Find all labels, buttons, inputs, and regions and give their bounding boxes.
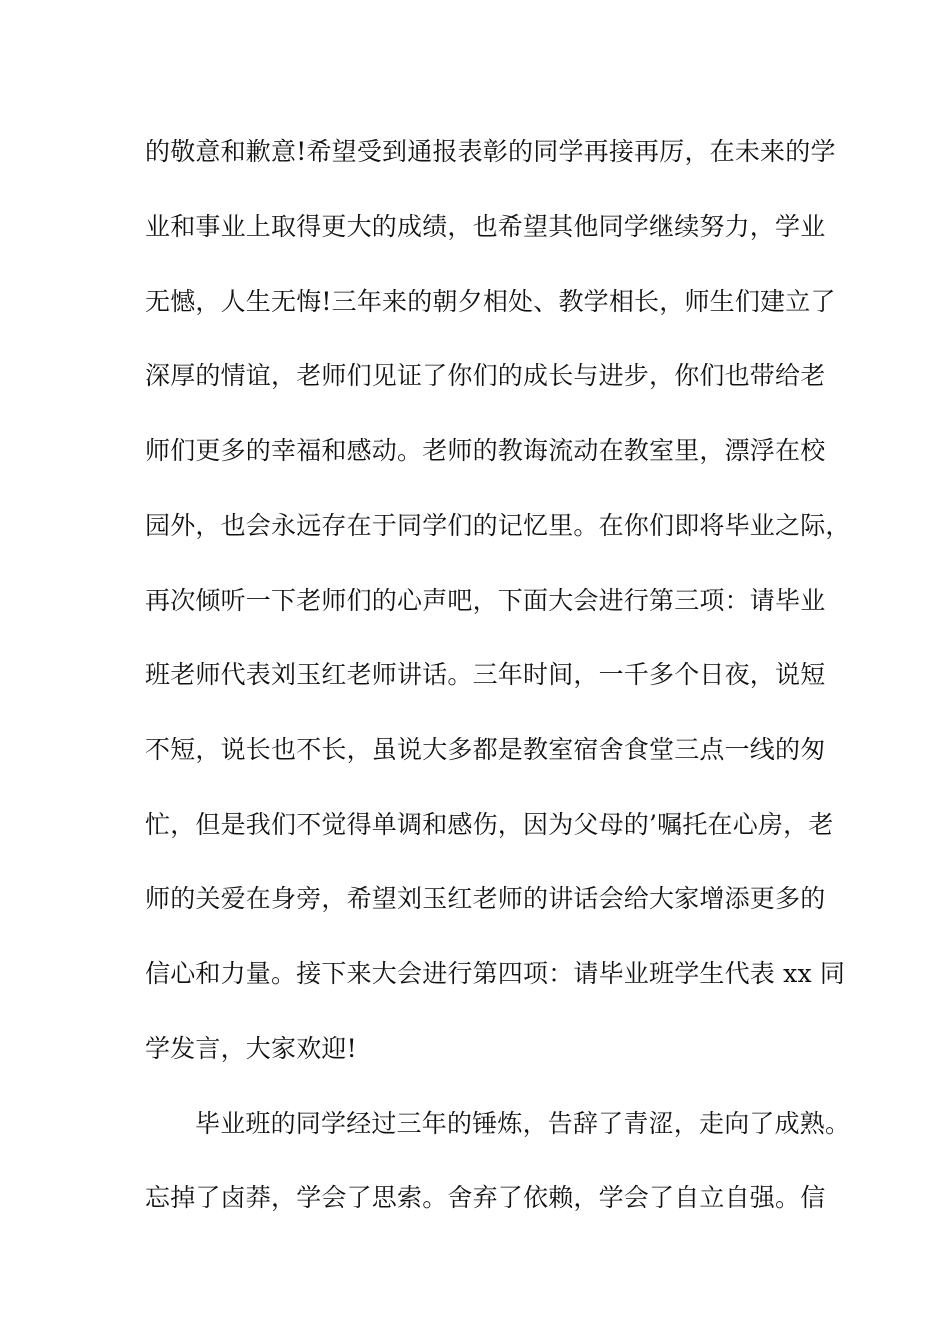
text-line-12: 信心和力量。接下来大会进行第四项：请毕业班学生代表 xx 同 [145,959,846,988]
text-line-4: 深厚的情谊，老师们见证了你们的成长与进步，你们也带给老 [145,361,826,390]
text-line-5: 师们更多的幸福和感动。老师的教诲流动在教室里，漂浮在校 [145,436,826,465]
text-line-3: 无憾，人生无悔!三年来的朝夕相处、教学相长，师生们建立了 [145,287,836,316]
text-line-13: 学发言，大家欢迎! [145,1034,357,1063]
text-line-7: 再次倾听一下老师们的心声吧，下面大会进行第三项：请毕业 [145,586,826,615]
text-line-8: 班老师代表刘玉红老师讲话。三年时间，一千多个日夜，说短 [145,660,826,689]
text-line-10: 忙，但是我们不觉得单调和感伤，因为父母的’嘱托在心房，老 [145,810,834,839]
text-line-6: 园外，也会永远存在于同学们的记忆里。在你们即将毕业之际， [145,511,851,540]
text-line-9: 不短，说长也不长，虽说大多都是教室宿舍食堂三点一线的匆 [145,735,826,764]
text-line-11: 师的关爱在身旁，希望刘玉红老师的讲话会给大家增添更多的 [145,884,826,913]
text-line-1: 的敬意和歉意!希望受到通报表彰的同学再接再厉，在未来的学 [145,137,836,166]
text-line-15: 忘掉了卤莽，学会了思索。舍弃了依赖，学会了自立自强。信 [145,1183,826,1212]
text-line-2: 业和事业上取得更大的成绩，也希望其他同学继续努力，学业 [145,212,826,241]
paragraph-first-line: 毕业班的同学经过三年的锤炼，告辞了青涩，走向了成熟。 [195,1109,851,1138]
